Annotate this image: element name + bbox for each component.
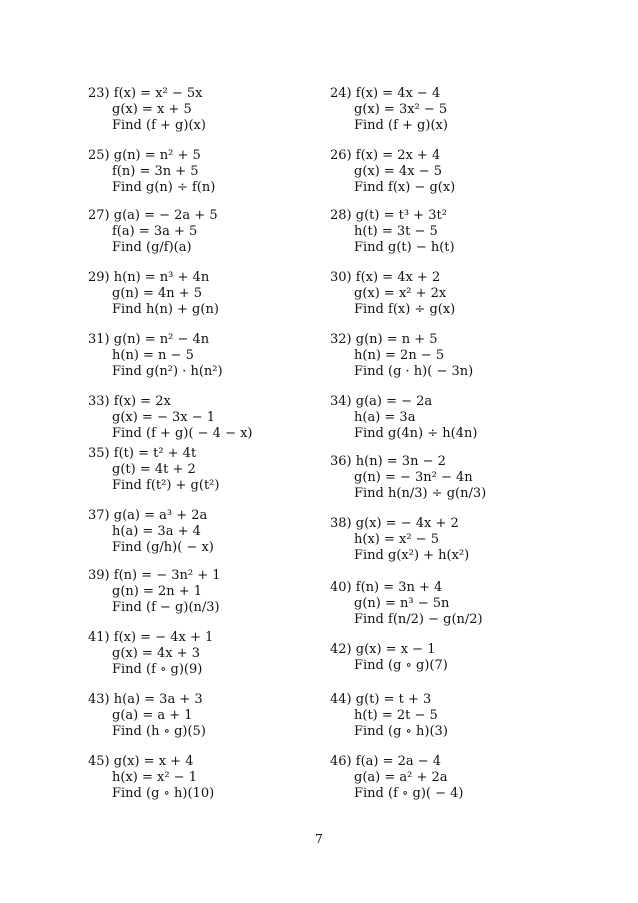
problem-line: g(x) = x² + 2x (354, 286, 447, 301)
problem-43 (88, 692, 206, 740)
problem-24 (330, 86, 448, 134)
problem-first-line (330, 516, 469, 532)
problem-line: Find g(n²) · h(n²) (112, 364, 223, 379)
problem-line: Find g(t) − h(t) (354, 240, 455, 255)
problem-28 (330, 208, 455, 256)
problem-number: 25) (88, 148, 110, 163)
problem-text: h(n) = n³ + 4n (109, 270, 210, 285)
problem-line: g(n) = 4n + 5 (112, 286, 203, 301)
problem-text: g(n) = n² + 5 (109, 148, 201, 163)
problem-number: 27) (88, 208, 110, 223)
problem-number: 28) (330, 208, 352, 223)
problem-number: 43) (88, 692, 110, 707)
problem-line: g(a) = a + 1 (112, 708, 193, 723)
problem-text: g(x) = − 4x + 2 (351, 516, 459, 531)
problem-number: 35) (88, 446, 110, 461)
problem-number: 26) (330, 148, 352, 163)
problem-line: Find (g/f)(a) (112, 240, 192, 255)
problem-line: h(t) = 2t − 5 (354, 708, 438, 723)
problem-first-line (88, 394, 253, 410)
problem-number: 41) (88, 630, 110, 645)
problem-number: 29) (88, 270, 110, 285)
problem-first-line (88, 208, 218, 224)
problem-line: Find h(n) + g(n) (112, 302, 219, 317)
problem-number: 30) (330, 270, 352, 285)
problem-36 (330, 454, 486, 502)
problem-line: Find f(n/2) − g(n/2) (354, 612, 483, 627)
problem-39 (88, 568, 221, 616)
problem-text: g(x) = x + 4 (109, 754, 194, 769)
problem-44 (330, 692, 448, 740)
problem-text: g(a) = − 2a (351, 394, 433, 409)
problem-number: 45) (88, 754, 110, 769)
problem-first-line (88, 332, 223, 348)
problem-first-line (330, 754, 464, 770)
problem-first-line (88, 148, 215, 164)
problem-first-line (330, 86, 448, 102)
problem-number: 23) (88, 86, 110, 101)
problem-line: g(n) = 2n + 1 (112, 584, 203, 599)
problem-40 (330, 580, 483, 628)
problem-line: h(x) = x² − 1 (112, 770, 197, 785)
problem-number: 32) (330, 332, 352, 347)
problem-29 (88, 270, 219, 318)
problem-text: g(a) = a³ + 2a (109, 508, 208, 523)
problem-text: h(a) = 3a + 3 (109, 692, 203, 707)
problem-number: 39) (88, 568, 110, 583)
problem-number: 31) (88, 332, 110, 347)
problem-line: h(n) = n − 5 (112, 348, 194, 363)
problem-first-line (330, 454, 486, 470)
problem-first-line (88, 508, 214, 524)
problem-line: h(x) = x² − 5 (354, 532, 439, 547)
problem-text: f(n) = − 3n² + 1 (109, 568, 221, 583)
problem-42 (330, 642, 448, 674)
problem-number: 24) (330, 86, 352, 101)
problem-first-line (330, 208, 455, 224)
problem-45 (88, 754, 214, 802)
problem-line: Find (f − g)(n/3) (112, 600, 220, 615)
problem-text: f(x) = 4x − 4 (351, 86, 441, 101)
problem-35 (88, 446, 219, 494)
problem-text: g(a) = − 2a + 5 (109, 208, 218, 223)
problem-line: g(x) = x + 5 (112, 102, 192, 117)
problem-first-line (88, 692, 206, 708)
problem-line: g(n) = n³ − 5n (354, 596, 450, 611)
problem-34 (330, 394, 477, 442)
problem-first-line (88, 270, 219, 286)
problem-first-line (88, 86, 206, 102)
problem-text: g(n) = n + 5 (351, 332, 438, 347)
problem-number: 33) (88, 394, 110, 409)
problem-first-line (330, 692, 448, 708)
problem-text: g(t) = t + 3 (351, 692, 432, 707)
problem-text: f(x) = 4x + 2 (351, 270, 441, 285)
problem-text: f(x) = x² − 5x (109, 86, 203, 101)
problem-line: g(x) = 3x² − 5 (354, 102, 448, 117)
problem-41 (88, 630, 213, 678)
problem-line: Find (f ∘ g)( − 4) (354, 786, 464, 801)
problem-line: Find f(t²) + g(t²) (112, 478, 220, 493)
problem-number: 42) (330, 642, 352, 657)
problem-line: Find (f + g)(x) (112, 118, 206, 133)
problem-25 (88, 148, 215, 196)
problem-first-line (330, 580, 483, 596)
problem-line: g(x) = − 3x − 1 (112, 410, 216, 425)
problem-27 (88, 208, 218, 256)
problem-text: f(x) = − 4x + 1 (109, 630, 214, 645)
problem-number: 34) (330, 394, 352, 409)
problem-line: Find (f + g)(x) (354, 118, 448, 133)
problem-first-line (88, 446, 219, 462)
problem-number: 38) (330, 516, 352, 531)
problem-line: Find (h ∘ g)(5) (112, 724, 206, 739)
problem-line: g(n) = − 3n² − 4n (354, 470, 473, 485)
problem-23 (88, 86, 206, 134)
problem-line: Find g(x²) + h(x²) (354, 548, 470, 563)
problem-text: f(a) = 2a − 4 (351, 754, 442, 769)
problem-text: g(n) = n² − 4n (109, 332, 210, 347)
problem-line: Find (g ∘ h)(10) (112, 786, 215, 801)
problem-line: Find (g · h)( − 3n) (354, 364, 474, 379)
problem-line: Find (g/h)( − x) (112, 540, 214, 555)
problem-46 (330, 754, 464, 802)
problem-line: Find f(x) ÷ g(x) (354, 302, 456, 317)
problem-number: 44) (330, 692, 352, 707)
problem-text: g(t) = t³ + 3t² (351, 208, 447, 223)
problem-line: g(a) = a² + 2a (354, 770, 448, 785)
problem-30 (330, 270, 455, 318)
problem-number: 37) (88, 508, 110, 523)
problem-38 (330, 516, 469, 564)
problem-first-line (330, 394, 477, 410)
problem-32 (330, 332, 473, 380)
problem-line: Find g(n) ÷ f(n) (112, 180, 216, 195)
problem-text: f(t) = t² + 4t (109, 446, 197, 461)
problem-line: h(n) = 2n − 5 (354, 348, 445, 363)
problem-26 (330, 148, 455, 196)
problem-line: f(n) = 3n + 5 (112, 164, 199, 179)
problem-line: Find f(x) − g(x) (354, 180, 456, 195)
problem-line: h(a) = 3a (354, 410, 416, 425)
problem-first-line (330, 148, 455, 164)
problem-first-line (88, 630, 213, 646)
page-number: 7 (315, 832, 323, 846)
problem-text: f(x) = 2x + 4 (351, 148, 441, 163)
problem-text: g(x) = x − 1 (351, 642, 436, 657)
problem-line: Find g(4n) ÷ h(4n) (354, 426, 478, 441)
problem-line: Find (f ∘ g)(9) (112, 662, 203, 677)
problem-line: Find (f + g)( − 4 − x) (112, 426, 253, 441)
problem-first-line (330, 642, 448, 658)
problem-first-line (88, 568, 221, 584)
problem-text: f(n) = 3n + 4 (351, 580, 443, 595)
problem-text: f(x) = 2x (109, 394, 171, 409)
problem-line: h(a) = 3a + 4 (112, 524, 201, 539)
problem-line: f(a) = 3a + 5 (112, 224, 198, 239)
problem-first-line (330, 332, 473, 348)
problem-line: g(x) = 4x − 5 (354, 164, 442, 179)
problem-number: 46) (330, 754, 352, 769)
problem-line: Find (g ∘ g)(7) (354, 658, 448, 673)
problem-37 (88, 508, 214, 556)
problem-line: g(t) = 4t + 2 (112, 462, 196, 477)
problem-first-line (88, 754, 214, 770)
problem-line: Find h(n/3) ÷ g(n/3) (354, 486, 487, 501)
problem-31 (88, 332, 223, 380)
problem-line: h(t) = 3t − 5 (354, 224, 438, 239)
problem-line: g(x) = 4x + 3 (112, 646, 200, 661)
problem-text: h(n) = 3n − 2 (351, 454, 446, 469)
problem-first-line (330, 270, 455, 286)
problem-line: Find (g ∘ h)(3) (354, 724, 448, 739)
problem-33 (88, 394, 253, 442)
problem-number: 40) (330, 580, 352, 595)
problem-number: 36) (330, 454, 352, 469)
